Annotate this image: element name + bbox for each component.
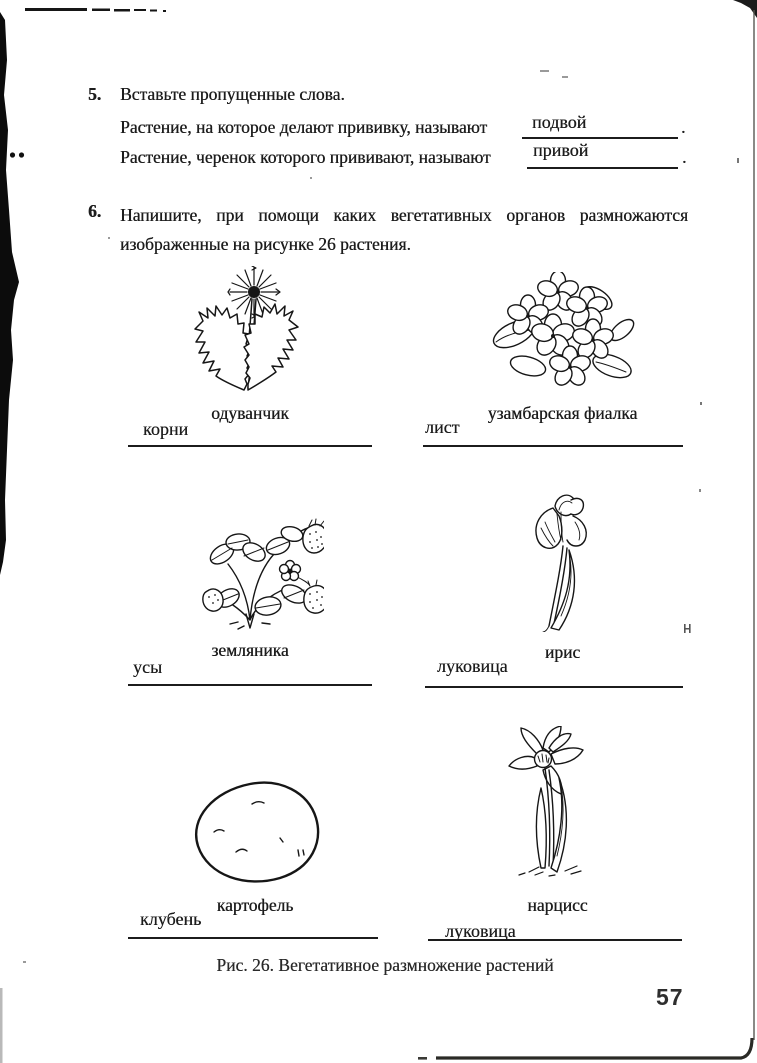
plant-answer-narcissus: луковица <box>445 921 516 941</box>
task-5-period-2: . <box>682 147 687 167</box>
plant-answer-strawberry: усы <box>133 657 163 677</box>
narcissus-icon <box>505 726 605 884</box>
left-edge-bar-artifact <box>0 12 19 575</box>
task-5-answer-2: привой <box>533 140 589 160</box>
strawberry-flower <box>280 561 301 581</box>
potato-icon <box>180 776 326 888</box>
answer-line-potato <box>128 937 378 939</box>
plant-answer-potato: клубень <box>140 909 202 929</box>
task-5-prompt-2: Растение, черенок которого прививают, называют <box>120 147 491 167</box>
plant-label-dandelion: одуванчик <box>211 403 289 423</box>
answer-line-iris <box>425 686 683 688</box>
dandelion-left-leaf <box>195 306 251 390</box>
page-number: 57 <box>656 984 684 1010</box>
dandelion-right-leaf <box>244 304 298 390</box>
task-5-title: Вставьте пропущенные слова. <box>120 84 345 104</box>
dandelion-icon <box>192 266 310 396</box>
strawberry-stems <box>214 554 294 620</box>
top-dashed-line-artifact <box>25 8 166 12</box>
narcissus-leaf-left <box>537 788 547 868</box>
plant-label-narcissus: нарцисс <box>527 895 588 915</box>
task-5-answer-line-2 <box>527 167 678 169</box>
plant-answer-iris: луковица <box>437 656 508 676</box>
plant-label-strawberry: земляника <box>211 640 289 660</box>
plant-answer-african-violet: лист <box>425 417 460 437</box>
iris-left-fall <box>536 508 562 548</box>
task-6-number: 6. <box>88 201 102 221</box>
figure-caption: Рис. 26. Вегетативное размножение растений <box>216 955 554 975</box>
answer-line-dandelion <box>128 445 372 447</box>
top-right-corner-artifact <box>733 0 757 18</box>
iris-right-fall <box>567 516 586 546</box>
plant-label-potato: картофель <box>216 895 294 915</box>
task-5-period-1: . <box>681 117 686 137</box>
strawberry-icon <box>198 502 324 630</box>
narcissus-ground <box>519 866 581 876</box>
task-6-text: Напишите, при помощи каких вегетативных органов размножаются изображенные на рисунке 26 растения. <box>120 205 688 254</box>
plant-label-iris: ирис <box>544 642 581 662</box>
iris-side-petal <box>571 498 583 514</box>
task-5-answer-line-1 <box>522 137 678 139</box>
task-5-prompt-1: Растение, на которое делают прививку, называют <box>120 117 488 137</box>
iris-icon <box>525 486 597 632</box>
answer-line-strawberry <box>128 684 372 686</box>
answer-line-african-violet <box>423 445 683 447</box>
answer-line-narcissus <box>428 939 682 941</box>
plant-label-african-violet: узамбарская фиалка <box>487 403 638 423</box>
plant-answer-dandelion: корни <box>143 419 189 439</box>
african-violet-icon <box>490 272 636 402</box>
task-5-answer-1: подвой <box>532 112 587 132</box>
bottom-edge-artifact <box>436 1038 752 1058</box>
task-5-number: 5. <box>88 84 102 104</box>
